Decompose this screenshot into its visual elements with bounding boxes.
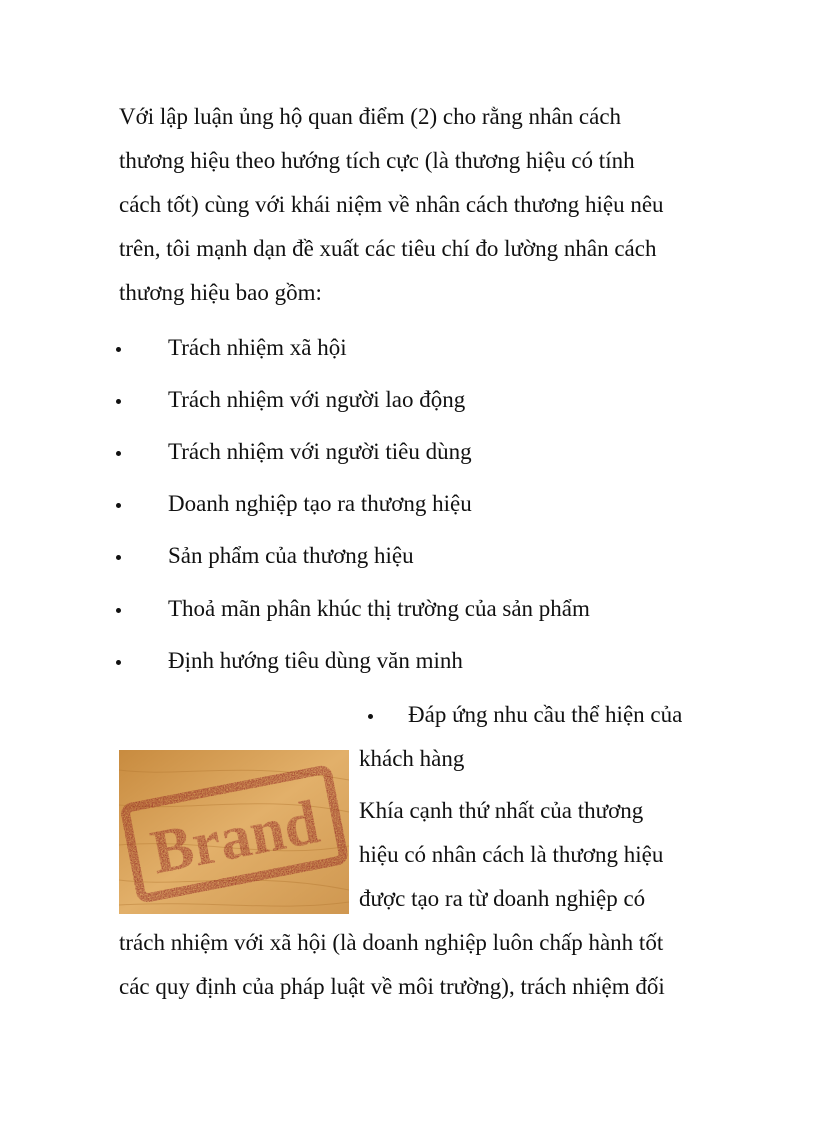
list-item-label: Trách nhiệm xã hội bbox=[168, 335, 347, 360]
bullet-icon bbox=[116, 503, 121, 508]
list-item-label: Đáp ứng nhu cầu thể hiện của bbox=[408, 702, 683, 727]
paragraph-line: hiệu có nhân cách là thương hiệu bbox=[359, 842, 664, 867]
bullet-icon bbox=[116, 347, 121, 352]
paragraph-line: trên, tôi mạnh dạn đề xuất các tiêu chí đo lường nhân cách bbox=[119, 236, 657, 261]
bullet-icon bbox=[116, 399, 121, 404]
list-item-label: Sản phẩm của thương hiệu bbox=[168, 543, 414, 568]
list-item-continuation: khách hàng bbox=[359, 746, 465, 771]
bullet-icon bbox=[116, 660, 121, 665]
bullet-icon bbox=[116, 608, 121, 613]
paragraph-line: được tạo ra từ doanh nghiệp có bbox=[359, 886, 646, 911]
bullet-icon bbox=[116, 555, 121, 560]
stamp-text: Brand bbox=[145, 788, 325, 888]
list-item-label: Doanh nghiệp tạo ra thương hiệu bbox=[168, 491, 472, 516]
paragraph-line: thương hiệu theo hướng tích cực (là thương hiệu có tính bbox=[119, 148, 635, 173]
bullet-icon bbox=[368, 714, 373, 719]
paragraph-line: Khía cạnh thứ nhất của thương bbox=[359, 798, 644, 823]
paragraph-line: thương hiệu bao gồm: bbox=[119, 280, 322, 305]
list-item-label: Thoả mãn phân khúc thị trường của sản phẩm bbox=[168, 596, 590, 621]
list-item-label: Trách nhiệm với người lao động bbox=[168, 387, 466, 412]
paragraph-line: cách tốt) cùng với khái niệm về nhân cách thương hiệu nêu bbox=[119, 192, 664, 217]
list-item-label: Định hướng tiêu dùng văn minh bbox=[168, 648, 463, 673]
paragraph-line: trách nhiệm với xã hội (là doanh nghiệp luôn chấp hành tốt bbox=[119, 930, 664, 955]
paragraph-line: các quy định của pháp luật về môi trường), trách nhiệm đối bbox=[119, 974, 665, 999]
brand-stamp-image bbox=[119, 750, 349, 914]
paragraph-line: Với lập luận ủng hộ quan điểm (2) cho rằng nhân cách bbox=[119, 104, 622, 129]
bullet-icon bbox=[116, 451, 121, 456]
list-item-label: Trách nhiệm với người tiêu dùng bbox=[168, 439, 472, 464]
